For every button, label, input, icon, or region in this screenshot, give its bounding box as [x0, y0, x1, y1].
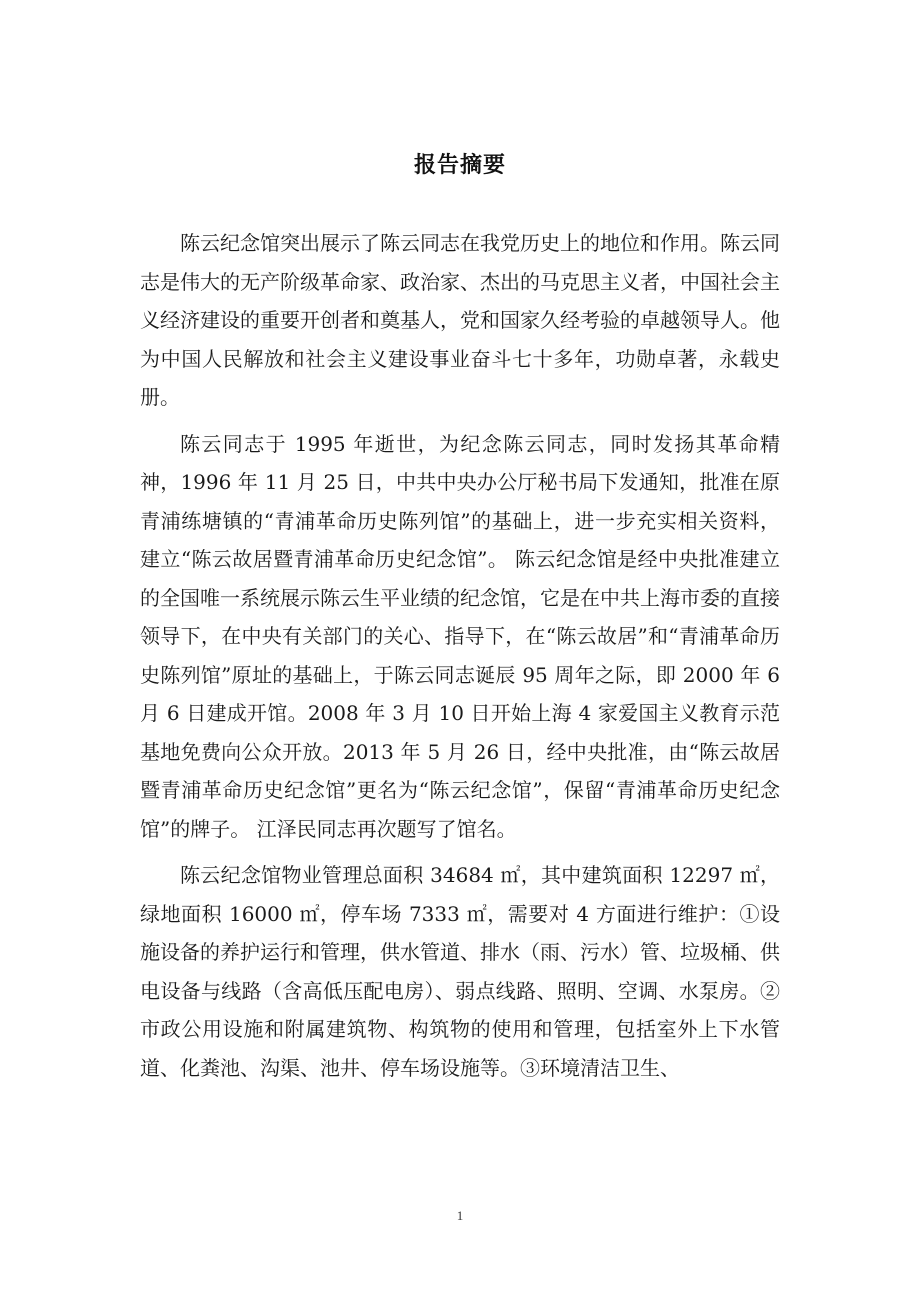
page-number: 1	[456, 1208, 464, 1223]
paragraph-2: 陈云同志于 1995 年逝世，为纪念陈云同志，同时发扬其革命精神，1996 年 11 月 25 日，中共中央办公厅秘书局下发通知，批准在原青浦练塘镇的“青浦革命历史陈列馆”的基础上，进一步充实相关资料，建立“陈云故居暨青浦革命历史纪念馆”。 陈云纪念馆是经中央批准建立的全国唯一系统展示陈云生平业绩的纪念馆，它是在中共上海市委的直接领导下，在中央有关部门的关心、指导下，在“陈云故居”和“青浦革命历史陈列馆”原址的基础上，于陈云同志诞辰 95 周年之际，即 2000 年 6 月 6 日建成开馆。2008 年 3 月 10 日开始上海 4 家爱国主义教育示范基地免费向公众开放。2013 年 5 月 26 日，经中央批准，由“陈云故居暨青浦革命历史纪念馆”更名为“陈云纪念馆”，保留“青浦革命历史纪念馆”的牌子。 江泽民同志再次题写了馆名。	[140, 431, 780, 841]
paragraph-3: 陈云纪念馆物业管理总面积 34684 ㎡，其中建筑面积 12297 ㎡，绿地面积 16000 ㎡，停车场 7333 ㎡，需要对 4 方面进行维护：①设施设备的养护运行和管理，供水管道、排水（雨、污水）管、垃圾桶、供电设备与线路（含高低压配电房）、弱点线路、照明、空调、水泵房。②市政公用设施和附属建筑物、构筑物的使用和管理，包括室外上下水管道、化粪池、沟渠、池井、停车场设施等。③环境清洁卫生、	[140, 863, 780, 1080]
page-title: 报告摘要	[413, 153, 506, 178]
body-text	[140, 224, 780, 1095]
paragraph-1: 陈云纪念馆突出展示了陈云同志在我党历史上的地位和作用。陈云同志是伟大的无产阶级革命家、政治家、杰出的马克思主义者，中国社会主义经济建设的重要开创者和奠基人，党和国家久经考验的卓越领导人。他为中国人民解放和社会主义建设事业奋斗七十多年，功勋卓著，永载史册。	[140, 231, 780, 409]
